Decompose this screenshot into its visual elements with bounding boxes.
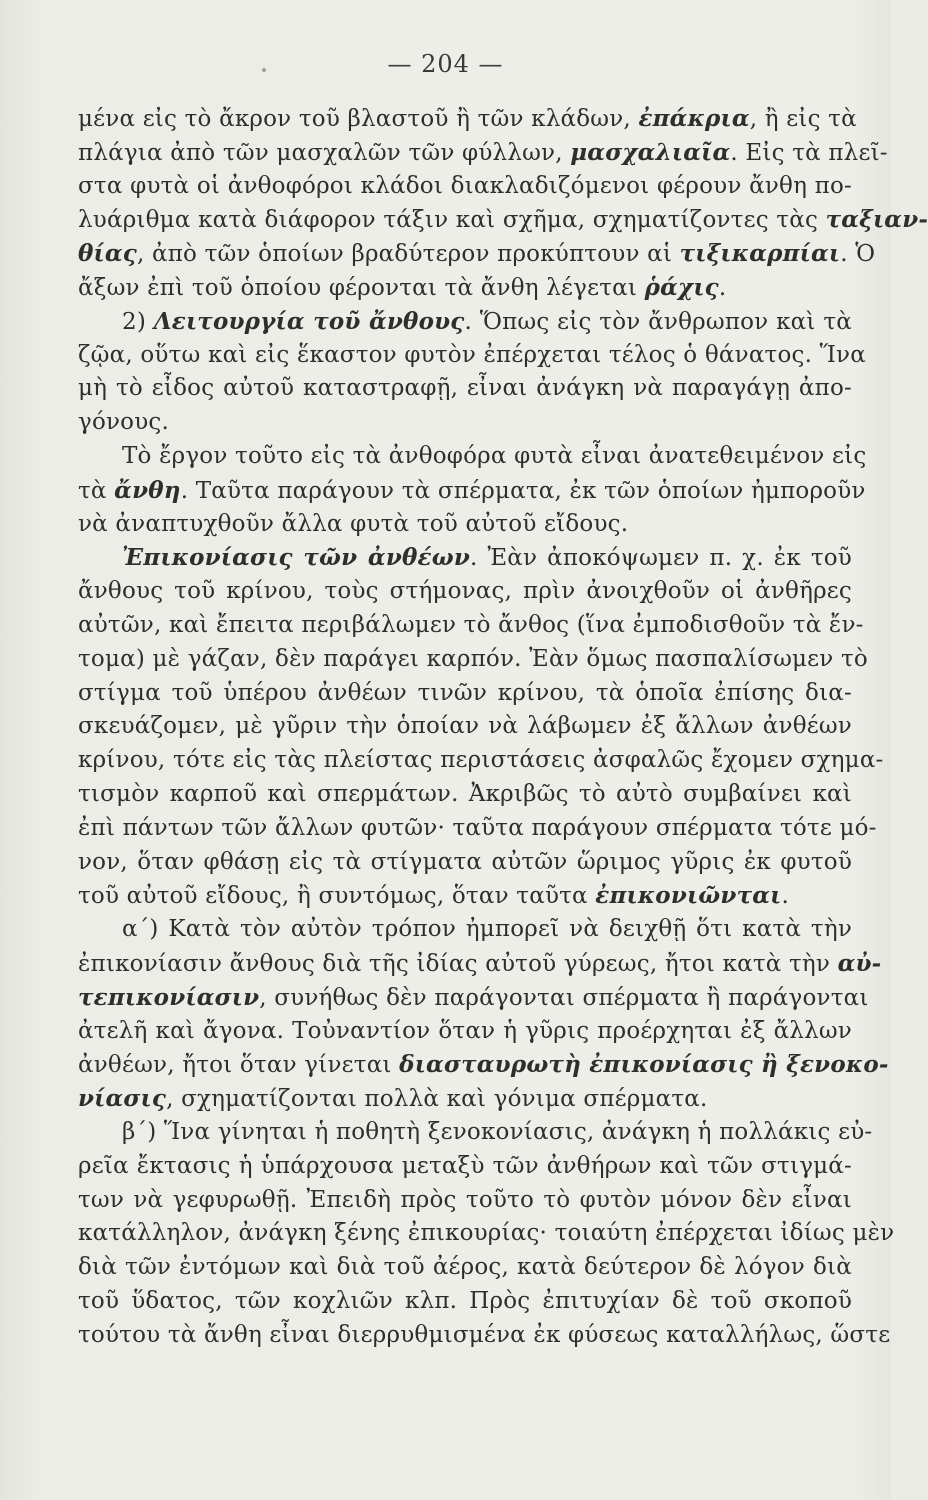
text-line: τούτου τὰ ἄνθη εἶναι διερρυθμισμένα ἐκ φύσεως καταλλήλως, ὥστε — [78, 1321, 891, 1348]
text-line: νον, ὅταν φθάσῃ εἰς τὰ στίγματα αὐτῶν ὥριμος γῦρις ἐκ φυτοῦ — [78, 848, 852, 875]
text-line: α΄) Κατὰ τὸν αὐτὸν τρόπον ἠμπορεῖ νὰ δειχθῇ ὅτι κατὰ τὴν — [122, 916, 852, 943]
emphasized-term: ῥάχις — [644, 273, 719, 301]
text-line: Τὸ ἔργον τοῦτο εἰς τὰ ἀνθοφόρα φυτὰ εἶναι ἀνατεθειμένον εἰς — [122, 442, 867, 469]
text-line: β΄) Ἵνα γίνηται ἡ ποθητὴ ξενοκονίασις, ἀνάγκη ἡ πολλάκις εὐ- — [122, 1118, 873, 1145]
text-line: ἐπὶ πάντων τῶν ἄλλων φυτῶν· ταῦτα παράγουν σπέρματα τότε μό- — [78, 814, 877, 841]
emphasized-term: ἄνθη — [114, 476, 181, 504]
text-line: ρεῖα ἔκτασις ἡ ὑπάρχουσα μεταξὺ τῶν ἀνθήρων καὶ τῶν στιγμά- — [78, 1152, 852, 1179]
text-line: ἐπικονίασιν ἄνθους διὰ τῆς ἰδίας αὐτοῦ γύρεως, ἤτοι κατὰ τὴν αὐ- — [78, 949, 882, 977]
text-line: νίασις, σχηματίζονται πολλὰ καὶ γόνιμα σπέρματα. — [78, 1085, 708, 1113]
page-number: — 204 — — [387, 50, 504, 78]
emphasized-term: τεπικονίασιν — [78, 983, 260, 1011]
text-line: σκευάζομεν, μὲ γῦριν τὴν ὁποίαν νὰ λάβωμεν ἐξ ἄλλων ἀνθέων — [78, 713, 852, 740]
text-line: τὰ ἄνθη. Ταῦτα παράγουν τὰ σπέρματα, ἐκ τῶν ὁποίων ἠμποροῦν — [78, 476, 866, 504]
text-line: στα φυτὰ οἱ ἀνθοφόροι κλάδοι διακλαδιζόμενοι φέρουν ἄνθη πο- — [78, 172, 852, 199]
emphasized-term: ἐπικονιῶνται — [595, 882, 782, 910]
emphasized-term: Λειτουργία τοῦ ἄνθους — [153, 307, 465, 335]
text-line: κατάλληλον, ἀνάγκη ξένης ἐπικουρίας· τοιαύτη ἐπέρχεται ἰδίως μὲν — [78, 1220, 895, 1247]
emphasized-term: μασχαλιαῖα — [570, 138, 731, 166]
text-line: πλάγια ἀπὸ τῶν μασχαλῶν τῶν φύλλων, μασχαλιαῖα. Εἰς τὰ πλεῖ- — [78, 138, 888, 166]
text-line: θίας, ἀπὸ τῶν ὁποίων βραδύτερον προκύπτουν αἱ τιξικαρπίαι. Ὁ — [78, 240, 876, 268]
text-line: τοῦ ὕδατος, τῶν κοχλιῶν κλπ. Πρὸς ἐπιτυχίαν δὲ τοῦ σκοποῦ — [78, 1287, 852, 1314]
text-line: νὰ ἀναπτυχθοῦν ἄλλα φυτὰ τοῦ αὐτοῦ εἴδους. — [78, 510, 629, 537]
text-line: 2) Λειτουργία τοῦ ἄνθους. Ὅπως εἰς τὸν ἄνθρωπον καὶ τὰ — [122, 307, 852, 335]
text-line: ἀτελῆ καὶ ἄγονα. Τοὐναντίον ὅταν ἡ γῦρις προέρχηται ἐξ ἄλλων — [78, 1017, 852, 1044]
body-text — [78, 102, 928, 1352]
emphasized-term: διασταυρωτὴ ἐπικονίασις ἢ ξενοκο- — [399, 1051, 889, 1079]
text-line: στίγμα τοῦ ὑπέρου ἀνθέων τινῶν κρίνου, τὰ ὁποῖα ἐπίσης δια- — [78, 679, 852, 706]
emphasized-term: νίασις — [78, 1085, 167, 1113]
emphasized-term: ταξιαν- — [825, 206, 928, 234]
text-line: τομα) μὲ γάζαν, δὲν παράγει καρπόν. Ἐὰν ὅμως πασπαλίσωμεν τὸ — [78, 645, 868, 672]
emphasized-term: Ἐπικονίασις τῶν ἀνθέων — [122, 544, 470, 572]
text-line: των νὰ γεφυρωθῇ. Ἐπειδὴ πρὸς τοῦτο τὸ φυτὸν μόνον δὲν εἶναι — [78, 1186, 852, 1213]
text-line: ἀνθέων, ἤτοι ὅταν γίνεται διασταυρωτὴ ἐπικονίασις ἢ ξενοκο- — [78, 1051, 889, 1079]
text-line: ζῷα, οὕτω καὶ εἰς ἕκαστον φυτὸν ἐπέρχεται τέλος ὁ θάνατος. Ἵνα — [78, 341, 866, 368]
text-line: μένα εἰς τὸ ἄκρον τοῦ βλαστοῦ ἢ τῶν κλάδων, ἐπάκρια, ἢ εἰς τὰ — [78, 105, 857, 132]
emphasized-term: τιξικαρπίαι — [679, 240, 841, 268]
text-line: γόνους. — [78, 409, 169, 436]
emphasized-term: αὐ- — [837, 949, 882, 977]
text-line: ἄνθους τοῦ κρίνου, τοὺς στήμονας, πρὶν ἀνοιχθοῦν οἱ ἀνθῆρες — [78, 578, 852, 605]
text-line: μὴ τὸ εἶδος αὐτοῦ καταστραφῇ, εἶναι ἀνάγκη νὰ παραγάγῃ ἀπο- — [78, 375, 852, 402]
emphasized-term: θίας — [78, 240, 137, 268]
text-line: ἄξων ἐπὶ τοῦ ὁποίου φέρονται τὰ ἄνθη λέγεται ῥάχις. — [78, 273, 727, 301]
text-line: διὰ τῶν ἐντόμων καὶ διὰ τοῦ ἀέρος, κατὰ δεύτερον δὲ λόγον διὰ — [78, 1254, 852, 1281]
text-line: τοῦ αὐτοῦ εἴδους, ἢ συντόμως, ὅταν ταῦτα ἐπικονιῶνται. — [78, 882, 789, 910]
emphasized-term: ἐπάκρια — [638, 105, 750, 132]
text-line: τεπικονίασιν, συνήθως δὲν παράγονται σπέρματα ἢ παράγονται — [78, 983, 869, 1011]
text-line: τισμὸν καρποῦ καὶ σπερμάτων. Ἀκριβῶς τὸ αὐτὸ συμβαίνει καὶ — [78, 780, 852, 807]
text-line: λυάριθμα κατὰ διάφορον τάξιν καὶ σχῆμα, σχηματίζοντες τὰς ταξιαν- — [78, 206, 928, 234]
text-line: αὐτῶν, καὶ ἔπειτα περιβάλωμεν τὸ ἄνθος (ἵνα ἐμποδισθοῦν τὰ ἔν- — [78, 611, 864, 638]
text-line: Ἐπικονίασις τῶν ἀνθέων. Ἐὰν ἀποκόψωμεν π. χ. ἐκ τοῦ — [122, 544, 852, 572]
text-line: κρίνου, τότε εἰς τὰς πλείστας περιστάσεις ἀσφαλῶς ἔχομεν σχημα- — [78, 747, 884, 774]
